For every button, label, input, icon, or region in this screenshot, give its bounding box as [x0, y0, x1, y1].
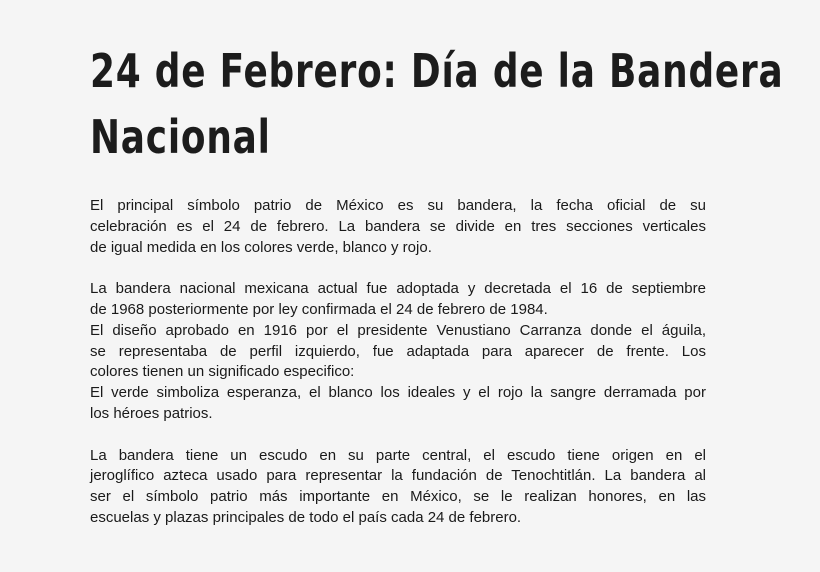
text-line: los héroes patrios. [90, 404, 213, 422]
paragraph [90, 279, 706, 425]
text-line: El diseño aprobado en 1916 por el presidente Venustiano Carranza donde el águila, [90, 321, 706, 339]
text-line: celebración es el 24 de febrero. La bandera se divide en tres secciones verticales [90, 217, 706, 235]
text-line: La bandera nacional mexicana actual fue adoptada y decretada el 16 de septiembre [90, 280, 706, 298]
text-line: colores tienen un significado especifico: [90, 363, 355, 381]
text-line: ser el símbolo patrio más importante en México, se le realizan honores, en las [90, 488, 706, 506]
text-line: jeroglífico azteca usado para representar la fundación de Tenochtitlán. La bandera al [90, 467, 706, 485]
text-line: El verde simboliza esperanza, el blanco los ideales y el rojo la sangre derramada por [90, 384, 706, 402]
page-title [90, 38, 784, 170]
text-line: La bandera tiene un escudo en su parte central, el escudo tiene origen en el [90, 446, 706, 464]
title-line: Nacional [90, 110, 271, 164]
article-body [90, 196, 706, 550]
text-line: de 1968 posteriormente por ley confirmada el 24 de febrero de 1984. [90, 300, 548, 318]
text-line: de igual medida en los colores verde, blanco y rojo. [90, 238, 432, 256]
paragraph [90, 196, 706, 258]
text-line: escuelas y plazas principales de todo el país cada 24 de febrero. [90, 508, 522, 526]
paragraph [90, 446, 706, 529]
title-line: 24 de Febrero: Día de la Bandera [90, 44, 784, 98]
text-line: El principal símbolo patrio de México es su bandera, la fecha oficial de su [90, 197, 706, 214]
text-line: se representaba de perfil izquierdo, fue adaptada para aparecer de frente. Los [90, 342, 706, 360]
